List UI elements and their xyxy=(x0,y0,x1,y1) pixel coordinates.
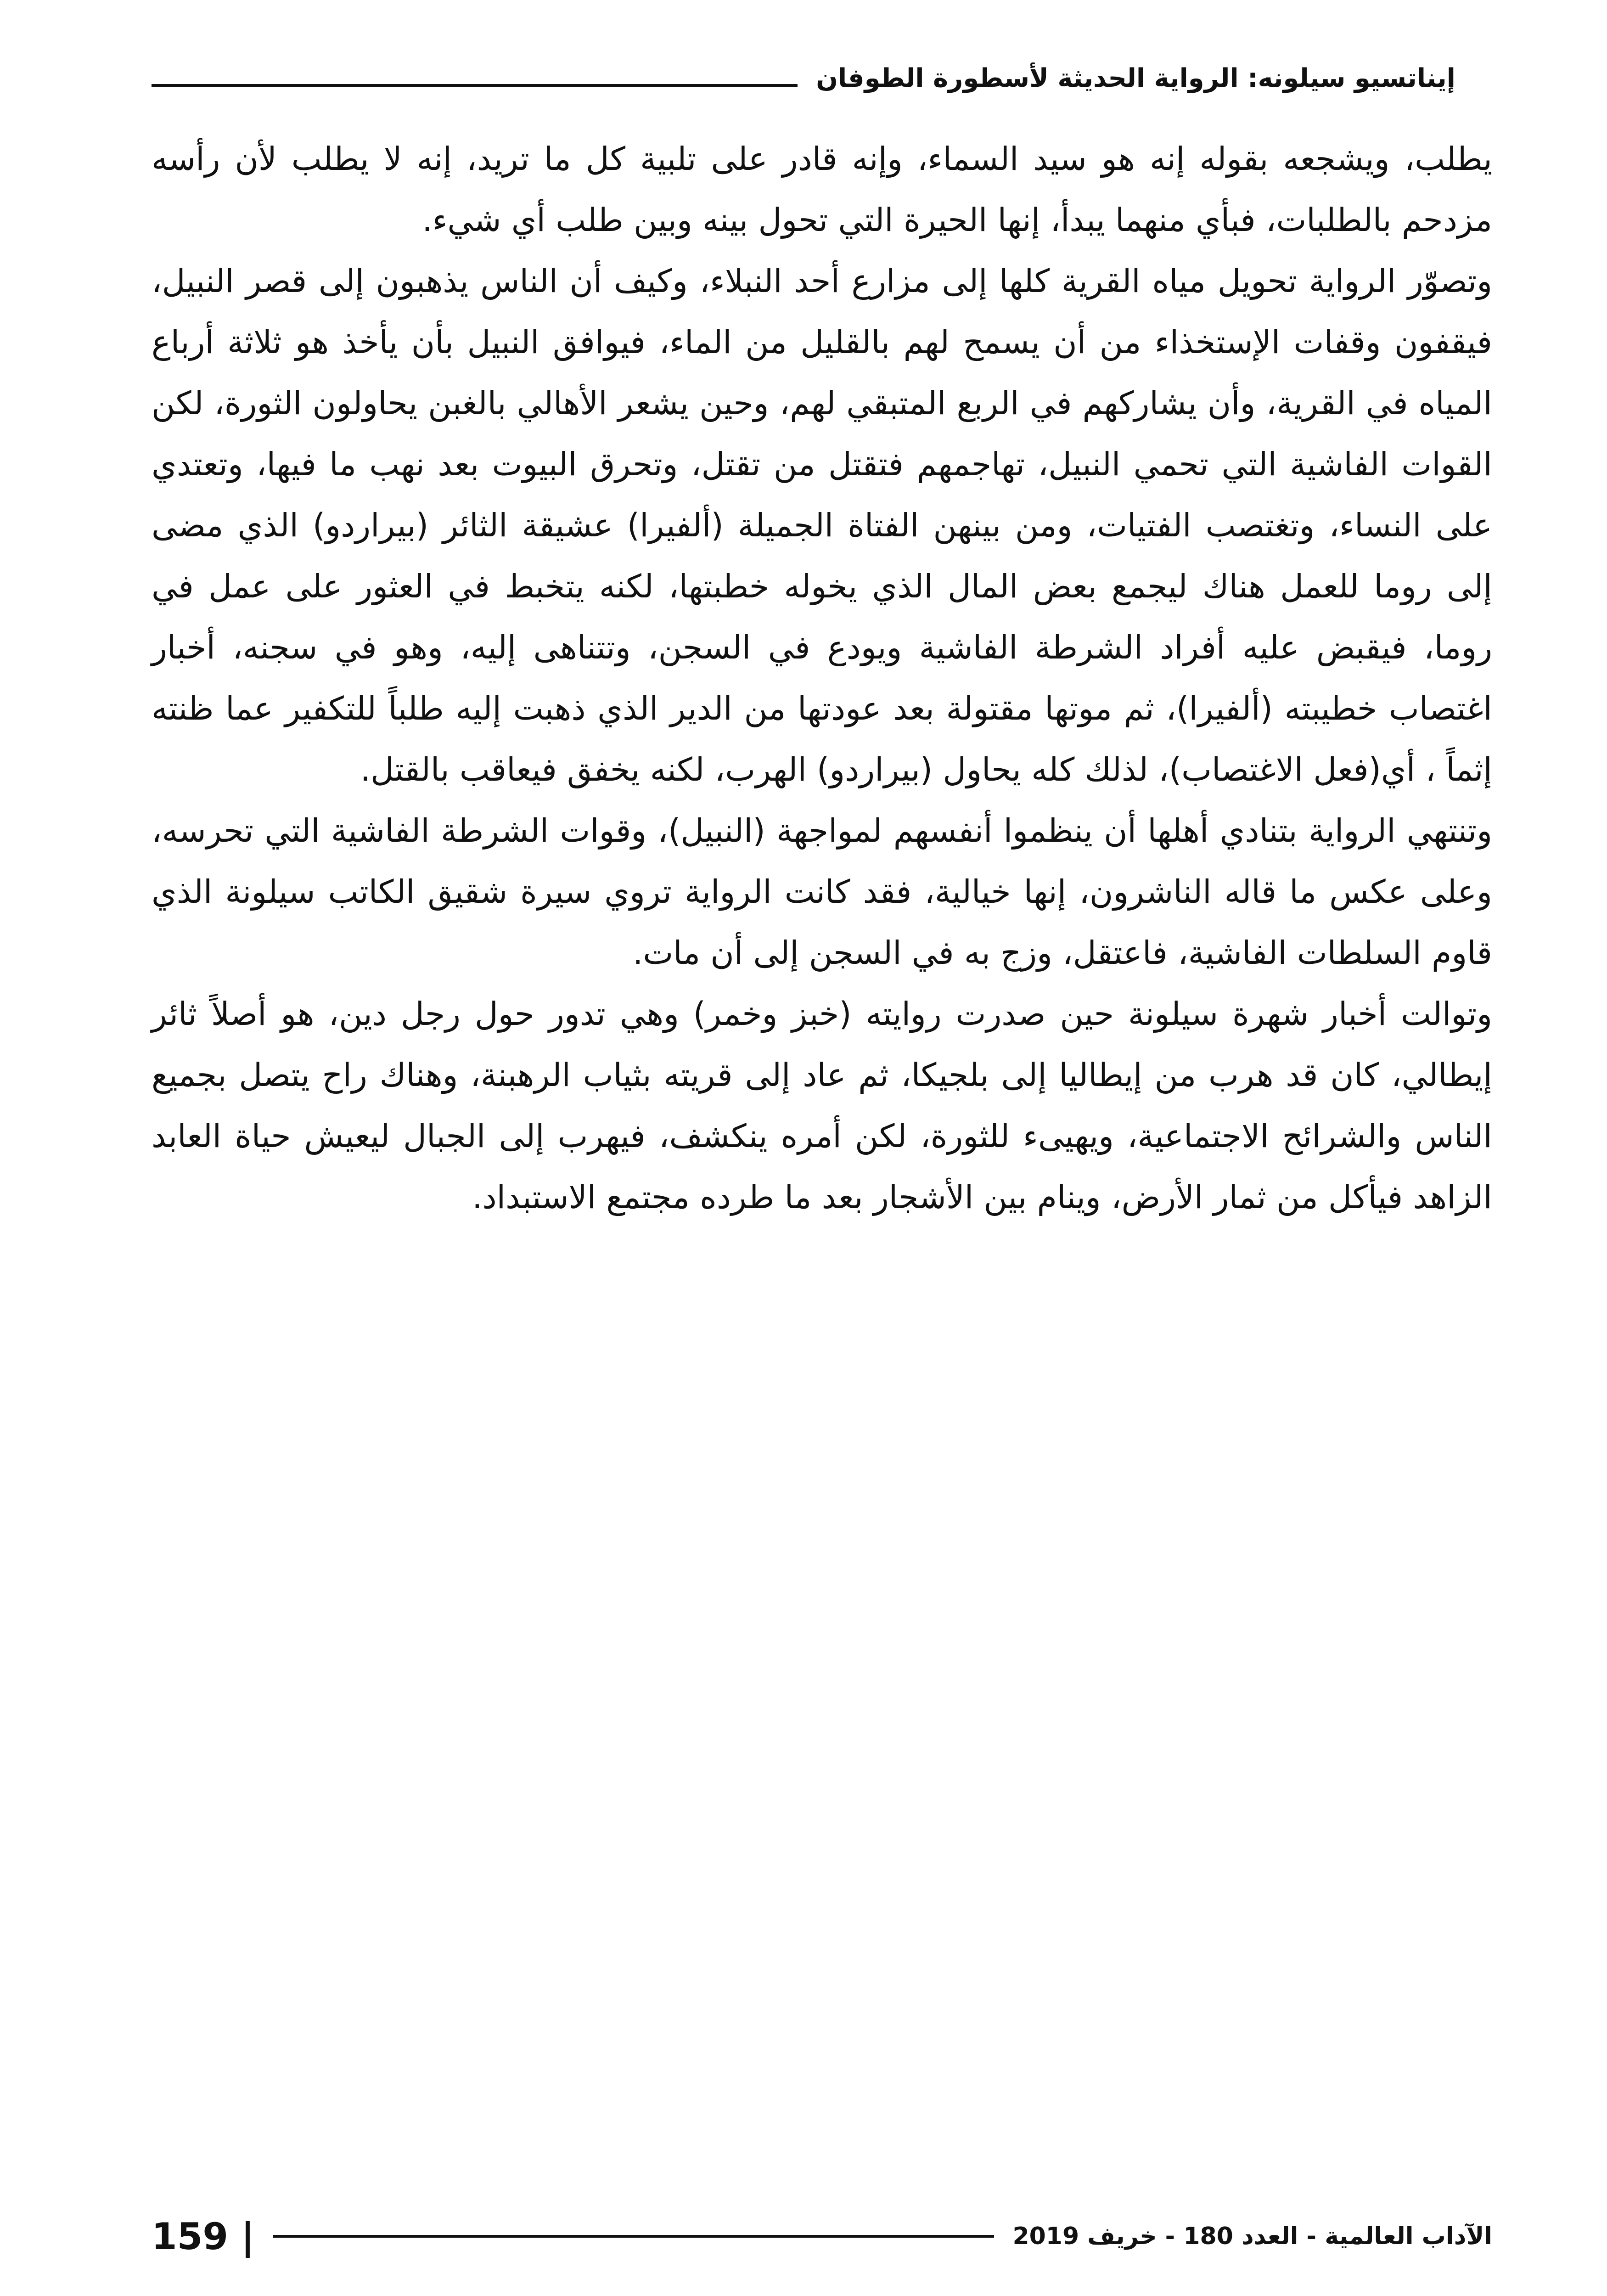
paragraph-4: وتوالت أخبار شهرة سيلونة حين صدرت روايته (خبز وخمر) وهي تدور حول رجل دين، هو أصلاً ثائر إيطالي، كان قد هرب من إيطاليا إلى بلجيكا، ثم عاد إلى قريته بثياب الرهبنة، وهناك راح يتصل بجميع الناس والشرائح الاجتماعية، ويهيىء للثورة، لكن أمره ينكشف، فيهرب إلى الجبال ليعيش حياة العابد الزاهد فيأكل من ثمار الأرض، وينام بين الأشجار بعد ما طرده مجتمع الاستبداد. xyxy=(152,995,1492,1216)
paragraph-1: يطلب، ويشجعه بقوله إنه هو سيد السماء، وإنه قادر على تلبية كل ما تريد، إنه لا يطلب لأن رأسه مزدحم بالطلبات، فبأي منهما يبدأ، إنها الحيرة التي تحول بينه وبين طلب أي شيء. xyxy=(152,140,1492,239)
page-number: 159 | xyxy=(152,2215,255,2258)
footer-rule xyxy=(273,2235,994,2238)
paragraph-2: وتصوّر الرواية تحويل مياه القرية كلها إلى مزارع أحد النبلاء، وكيف أن الناس يذهبون إلى قصر النبيل، فيقفون وقفات الإستخذاء من أن يسمح لهم بالقليل من الماء، فيوافق النبيل بأن يأخذ هو ثلاثة أرباع المياه في القرية، وأن يشاركهم في الربع المتبقي لهم، وحين يشعر الأهالي بالغبن يحاولون الثورة، لكن القوات الفاشية التي تحمي النبيل، تهاجمهم فتقتل من تقتل، وتحرق البيوت بعد نهب ما فيها، وتعتدي على النساء، وتغتصب الفتيات، ومن بينهن الفتاة الجميلة (ألفيرا) عشيقة الثائر (بيراردو) الذي مضى إلى روما للعمل هناك ليجمع بعض المال الذي يخوله خطبتها، لكنه يتخبط في العثور على عمل في روما، فيقبض عليه أفراد الشرطة الفاشية ويودع في السجن، وتتناهى إليه، وهو في سجنه، أخبار اغتصاب خطيبته (ألفيرا)، ثم موتها مقتولة بعد عودتها من الدير الذي ذهبت إليه طلباً للتكفير عما ظنته إثماً ، أي(فعل الاغتصاب)، لذلك كله يحاول (بيراردو) الهرب، لكنه يخفق فيعاقب بالقتل. xyxy=(152,262,1492,788)
article-body xyxy=(152,129,1492,1228)
paragraph-3: وتنتهي الرواية بتنادي أهلها أن ينظموا أنفسهم لمواجهة (النبيل)، وقوات الشرطة الفاشية التي تحرسه، وعلى عكس ما قاله الناشرون، إنها خيالية، فقد كانت الرواية تروي سيرة شقيق الكاتب سيلونة الذي قاوم السلطات الفاشية، فاعتقل، وزج به في السجن إلى أن مات. xyxy=(152,812,1492,972)
header-title: إيناتسيو سيلونه: الرواية الحديثة لأسطورة الطوفان xyxy=(816,63,1455,93)
running-header xyxy=(152,44,1455,94)
header-rule xyxy=(152,84,798,87)
journal-issue: الآداب العالمية - العدد 180 - خريف 2019 xyxy=(1012,2223,1492,2250)
page-footer xyxy=(152,2213,1492,2259)
